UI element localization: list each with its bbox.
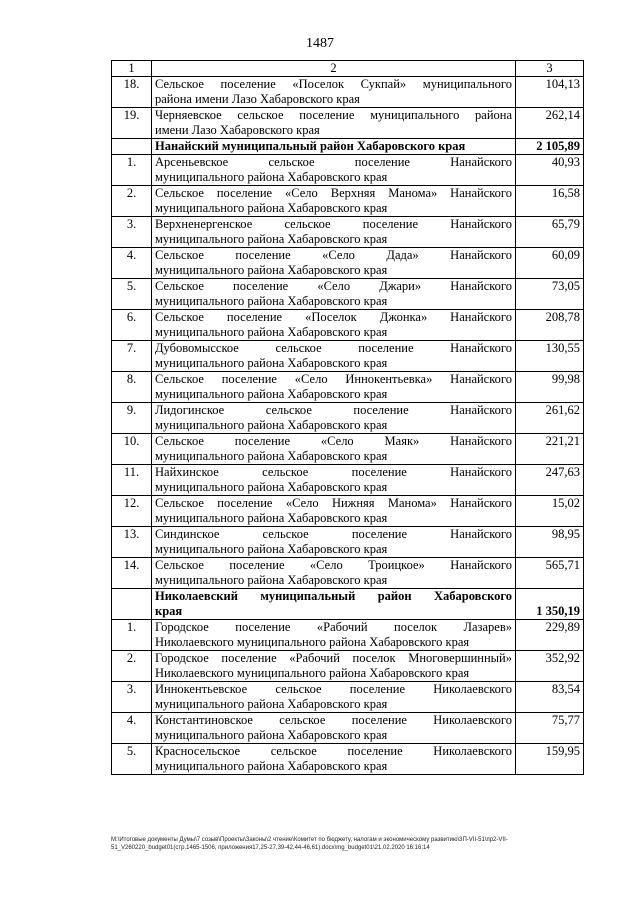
settlement-name-line: Иннокентьевское сельское поселение Николаевского — [155, 682, 512, 696]
settlement-name-line: муниципального района Хабаровского края — [155, 294, 388, 308]
amount-value: 159,95 — [516, 744, 584, 775]
table-row — [112, 527, 584, 558]
row-number: 12. — [112, 496, 152, 527]
footer-line: M:\Итоговые документы Думы\7 созыв\Проекты\Законы\2 чтение\Комитет по бюджету, налогам и экономическому развитию\3П-VII-51\пр2-VII- — [111, 837, 508, 843]
settlement-name — [152, 279, 516, 310]
row-number: 10. — [112, 434, 152, 465]
row-number: 6. — [112, 310, 152, 341]
table-row — [112, 372, 584, 403]
table-row — [112, 682, 584, 713]
table-row — [112, 279, 584, 310]
settlement-name-line: муниципального района Хабаровского края — [155, 759, 388, 773]
settlement-name-line: района имени Лазо Хабаровского края — [155, 92, 360, 106]
amount-value: 99,98 — [516, 372, 584, 403]
settlement-name — [152, 77, 516, 108]
table-row — [112, 155, 584, 186]
row-number: 18. — [112, 77, 152, 108]
settlement-name-line: муниципального района Хабаровского края — [155, 542, 388, 556]
settlement-name — [152, 558, 516, 589]
row-number: 5. — [112, 744, 152, 775]
settlement-name — [152, 465, 516, 496]
settlement-name-line: Сельское поселение «Село Троицкое» Нанайского — [155, 558, 512, 572]
settlement-name — [152, 651, 516, 682]
table-row — [112, 744, 584, 775]
amount-value: 65,79 — [516, 217, 584, 248]
settlement-name — [152, 589, 516, 620]
amount-value: 262,14 — [516, 108, 584, 139]
settlement-name-line: муниципального района Хабаровского края — [155, 201, 388, 215]
settlement-name-line: Николаевского муниципального района Хабаровского края — [155, 666, 470, 680]
settlement-name-line: Дубовомысское сельское поселение Нанайского — [155, 341, 512, 355]
table-body — [112, 77, 584, 775]
row-number: 1. — [112, 620, 152, 651]
settlement-name-line: Сельское поселение «Поселок Сукпай» муниципального — [155, 77, 512, 91]
settlement-name-line: Лидогинское сельское поселение Нанайского — [155, 403, 512, 417]
settlement-name — [152, 108, 516, 139]
settlement-name-line: муниципального района Хабаровского края — [155, 697, 388, 711]
table-row — [112, 186, 584, 217]
settlement-name-line: Найхинское сельское поселение Нанайского — [155, 465, 512, 479]
settlement-name-line: муниципального района Хабаровского края — [155, 325, 388, 339]
settlement-name-line: муниципального района Хабаровского края — [155, 232, 388, 246]
table-row — [112, 434, 584, 465]
column-header: 2 — [152, 61, 516, 77]
row-number: 8. — [112, 372, 152, 403]
row-number — [112, 589, 152, 620]
settlement-name-line: Сельское поселение «Село Верхняя Манома» Нанайского — [155, 186, 512, 200]
amount-value: 247,63 — [516, 465, 584, 496]
settlement-name — [152, 496, 516, 527]
settlement-name — [152, 186, 516, 217]
settlement-name — [152, 403, 516, 434]
amount-value: 40,93 — [516, 155, 584, 186]
amount-value: 130,55 — [516, 341, 584, 372]
table-row — [112, 403, 584, 434]
budget-table — [111, 60, 584, 775]
amount-value: 565,71 — [516, 558, 584, 589]
settlement-name — [152, 372, 516, 403]
amount-value: 98,95 — [516, 527, 584, 558]
column-header: 1 — [112, 61, 152, 77]
row-number: 2. — [112, 651, 152, 682]
row-number: 4. — [112, 248, 152, 279]
row-number: 13. — [112, 527, 152, 558]
settlement-name-line: Сельское поселение «Село Иннокентьевка» Нанайского — [155, 372, 512, 386]
settlement-name-line: муниципального района Хабаровского края — [155, 170, 388, 184]
row-number: 1. — [112, 155, 152, 186]
settlement-name — [152, 139, 516, 155]
settlement-name-line: имени Лазо Хабаровского края — [155, 123, 320, 137]
settlement-name — [152, 155, 516, 186]
row-number: 4. — [112, 713, 152, 744]
row-number: 14. — [112, 558, 152, 589]
footer-line: 51_V260220_budget01(стр.1465-1506, приложения17,25-27,39-42,44-46,61).docx\mg_budget01\21.02.2020 16:16:14 — [111, 845, 430, 851]
settlement-name-line: Городское поселение «Рабочий поселок Многовершинный» — [155, 651, 512, 665]
row-number: 11. — [112, 465, 152, 496]
settlement-name-line: Сельское поселение «Село Нижняя Манома» Нанайского — [155, 496, 512, 510]
table-row — [112, 310, 584, 341]
row-number: 3. — [112, 217, 152, 248]
row-number: 7. — [112, 341, 152, 372]
table-row — [112, 341, 584, 372]
amount-value: 73,05 — [516, 279, 584, 310]
settlement-name — [152, 341, 516, 372]
settlement-name-line: муниципального района Хабаровского края — [155, 728, 388, 742]
district-row — [112, 589, 584, 620]
table-row — [112, 248, 584, 279]
settlement-name-line: муниципального района Хабаровского края — [155, 573, 388, 587]
settlement-name-line: муниципального района Хабаровского края — [155, 356, 388, 370]
row-number: 2. — [112, 186, 152, 217]
settlement-name-line: Сельское поселение «Поселок Джонка» Нанайского — [155, 310, 512, 324]
table-row — [112, 713, 584, 744]
settlement-name-line: Константиновское сельское поселение Николаевского — [155, 713, 512, 727]
settlement-name-line: Арсеньевское сельское поселение Нанайского — [155, 155, 512, 169]
settlement-name-line: муниципального района Хабаровского края — [155, 263, 388, 277]
amount-value: 261,62 — [516, 403, 584, 434]
document-path-footer — [111, 836, 611, 852]
settlement-name-line: муниципального района Хабаровского края — [155, 511, 388, 525]
settlement-name-line: Нанайский муниципальный район Хабаровского края — [155, 139, 466, 153]
amount-value: 15,02 — [516, 496, 584, 527]
amount-value: 83,54 — [516, 682, 584, 713]
settlement-name-line: Сельское поселение «Село Дада» Нанайского — [155, 248, 512, 262]
settlement-name-line: Николаевского муниципального района Хабаровского края — [155, 635, 470, 649]
settlement-name-line: Черняевское сельское поселение муниципального района — [155, 108, 512, 122]
amount-value: 75,77 — [516, 713, 584, 744]
amount-value: 2 105,89 — [516, 139, 584, 155]
page-number: 1487 — [306, 36, 334, 51]
settlement-name — [152, 248, 516, 279]
settlement-name — [152, 434, 516, 465]
table-row — [112, 651, 584, 682]
district-row — [112, 139, 584, 155]
settlement-name-line: Красносельское сельское поселение Николаевского — [155, 744, 512, 758]
settlement-name — [152, 682, 516, 713]
amount-value: 221,21 — [516, 434, 584, 465]
settlement-name-line: Городское поселение «Рабочий поселок Лазарев» — [155, 620, 512, 634]
settlement-name-line: края — [155, 604, 183, 618]
settlement-name — [152, 217, 516, 248]
table-row — [112, 558, 584, 589]
amount-value: 1 350,19 — [516, 589, 584, 620]
settlement-name — [152, 620, 516, 651]
table-header-row — [112, 61, 584, 77]
table-row — [112, 77, 584, 108]
settlement-name-line: муниципального района Хабаровского края — [155, 449, 388, 463]
row-number — [112, 139, 152, 155]
settlement-name-line: Сельское поселение «Село Джари» Нанайского — [155, 279, 512, 293]
settlement-name-line: муниципального района Хабаровского края — [155, 418, 388, 432]
row-number: 19. — [112, 108, 152, 139]
amount-value: 208,78 — [516, 310, 584, 341]
settlement-name — [152, 744, 516, 775]
row-number: 3. — [112, 682, 152, 713]
settlement-name-line: Николаевский муниципальный район Хабаровского — [155, 589, 512, 603]
amount-value: 229,89 — [516, 620, 584, 651]
column-header: 3 — [516, 61, 584, 77]
table-row — [112, 465, 584, 496]
amount-value: 104,13 — [516, 77, 584, 108]
settlement-name — [152, 310, 516, 341]
settlement-name-line: муниципального района Хабаровского края — [155, 480, 388, 494]
table-row — [112, 620, 584, 651]
table-row — [112, 496, 584, 527]
table-row — [112, 108, 584, 139]
amount-value: 60,09 — [516, 248, 584, 279]
row-number: 9. — [112, 403, 152, 434]
amount-value: 16,58 — [516, 186, 584, 217]
settlement-name — [152, 713, 516, 744]
settlement-name-line: Сельское поселение «Село Маяк» Нанайского — [155, 434, 512, 448]
settlement-name — [152, 527, 516, 558]
amount-value: 352,92 — [516, 651, 584, 682]
settlement-name-line: Синдинское сельское поселение Нанайского — [155, 527, 512, 541]
table-row — [112, 217, 584, 248]
settlement-name-line: муниципального района Хабаровского края — [155, 387, 388, 401]
row-number: 5. — [112, 279, 152, 310]
settlement-name-line: Верхненергенское сельское поселение Нанайского — [155, 217, 512, 231]
